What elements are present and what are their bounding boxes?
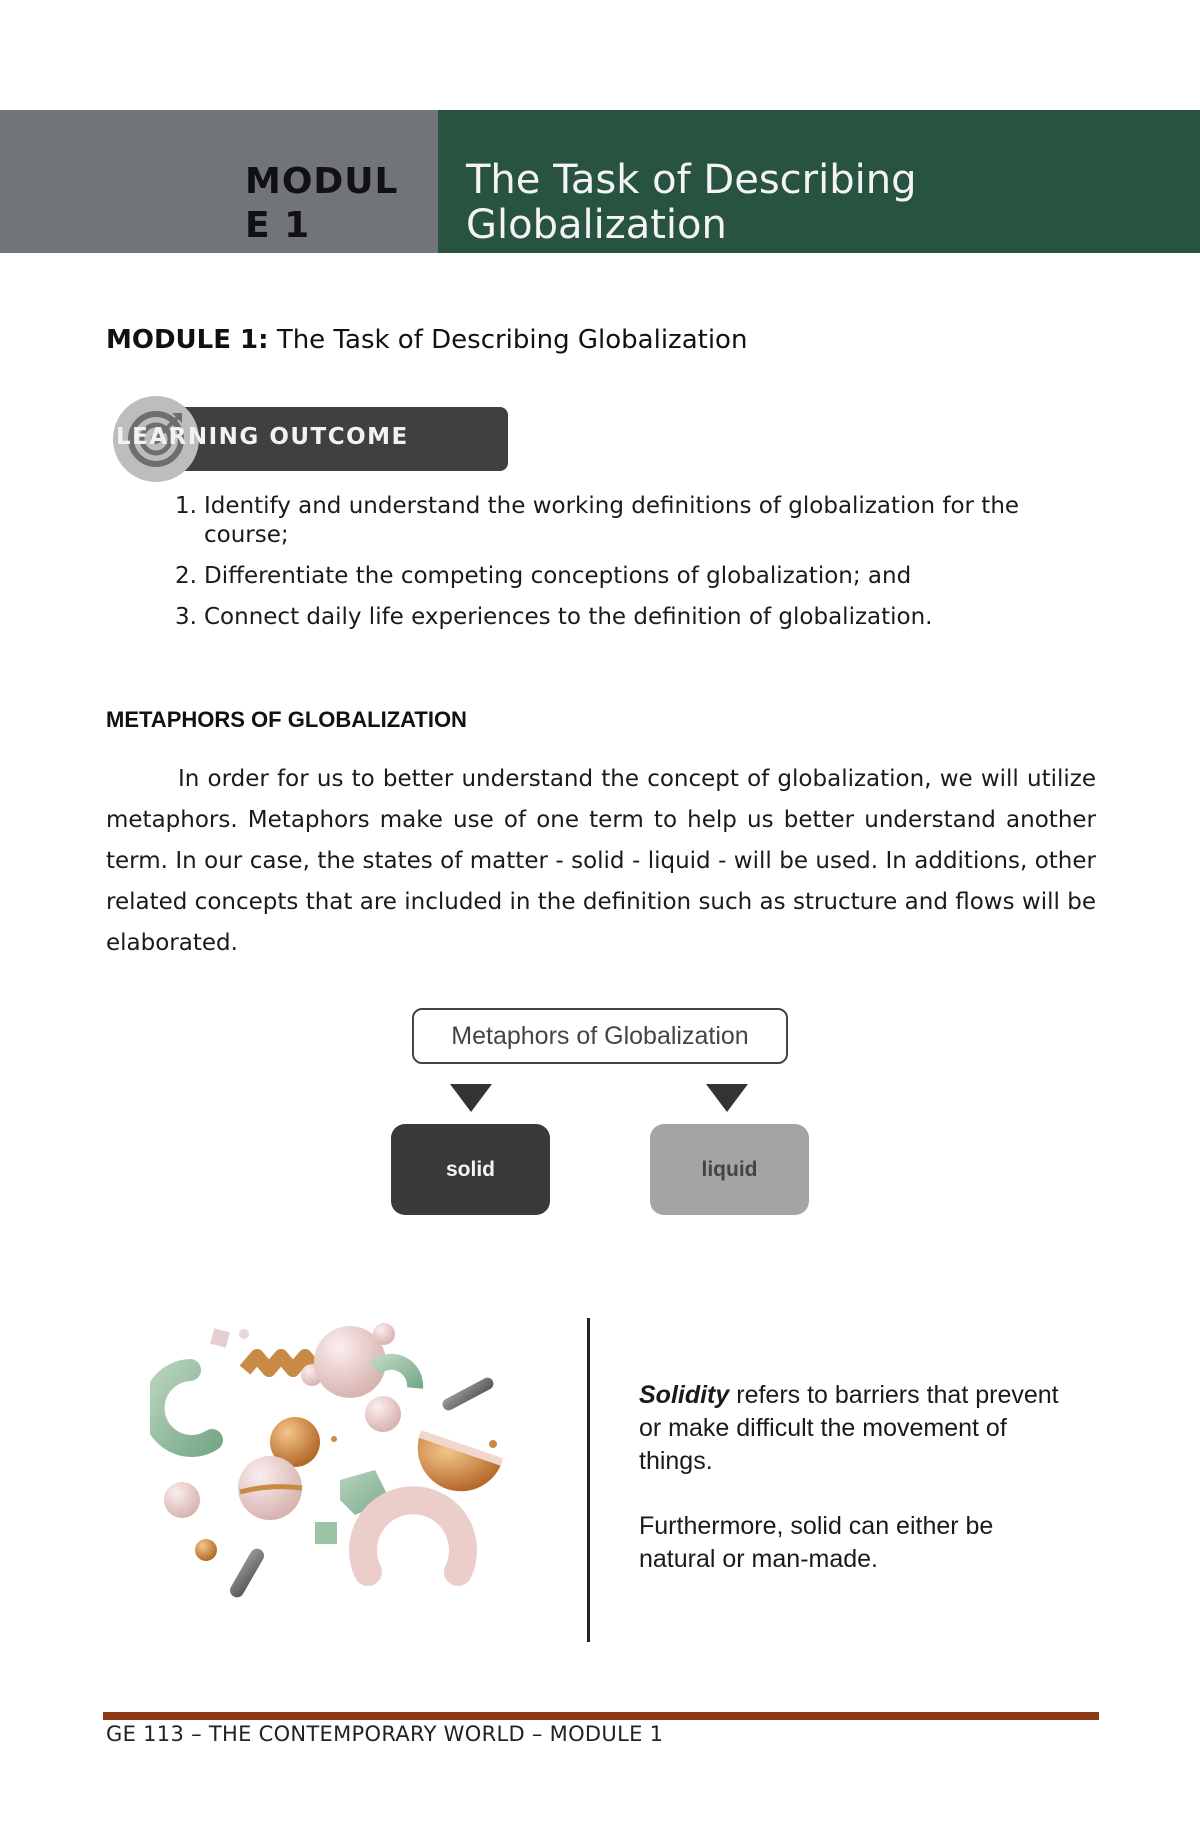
module-heading-title: The Task of Describing Globalization — [276, 325, 748, 355]
list-item-text: Differentiate the competing conceptions of globalization; and — [204, 563, 912, 589]
outcome-list — [175, 492, 1075, 644]
module-title-panel — [438, 110, 1200, 253]
list-item-text: Identify and understand the working definitions of globalization for the course; — [204, 493, 1020, 548]
list-item — [175, 492, 1075, 550]
solidity-definition-text — [639, 1379, 1059, 1478]
module-title: The Task of Describing Globalization — [466, 157, 917, 248]
solidity-term: Solidity — [639, 1381, 730, 1409]
module-heading — [106, 325, 747, 355]
list-item-number: 3. — [175, 604, 197, 630]
list-item — [175, 603, 1075, 632]
vertical-divider — [587, 1318, 590, 1642]
module-heading-prefix: MODULE 1: — [106, 325, 269, 355]
section-heading: METAPHORS OF GLOBALIZATION — [106, 707, 467, 732]
learning-outcome-label: LEARNING OUTCOME — [116, 424, 409, 450]
footer-text: GE 113 – THE CONTEMPORARY WORLD – MODULE 1 — [106, 1722, 664, 1746]
list-item-text: Connect daily life experiences to the definition of globalization. — [204, 604, 933, 630]
module-label: MODUL E 1 — [245, 161, 399, 246]
solidity-definition-rest: refers to barriers that prevent or make difficult the movement of things. — [639, 1381, 1059, 1475]
footer-rule — [103, 1712, 1099, 1720]
diagram-solid-box: solid — [391, 1124, 550, 1215]
arrow-down-icon — [450, 1084, 492, 1112]
solid-shapes-illustration — [150, 1310, 530, 1610]
diagram-root-box: Metaphors of Globalization — [412, 1008, 788, 1064]
solidity-note: Furthermore, solid can either be natural or man-made. — [639, 1512, 994, 1573]
solidity-definition — [639, 1379, 1059, 1608]
arrow-down-icon — [706, 1084, 748, 1112]
module-label-panel — [0, 110, 438, 253]
list-item-number: 1. — [175, 493, 197, 519]
list-item — [175, 562, 1075, 591]
list-item-number: 2. — [175, 563, 197, 589]
body-paragraph: In order for us to better understand the concept of globalization, we will utilize metaphors. Metaphors make use of one term to help us better understand another term. In our case, the states of matter - solid - liquid - will be used. In additions, other related concepts that are included in the definition such as structure and flows will be elaborated. — [106, 766, 1096, 956]
diagram-liquid-box: liquid — [650, 1124, 809, 1215]
